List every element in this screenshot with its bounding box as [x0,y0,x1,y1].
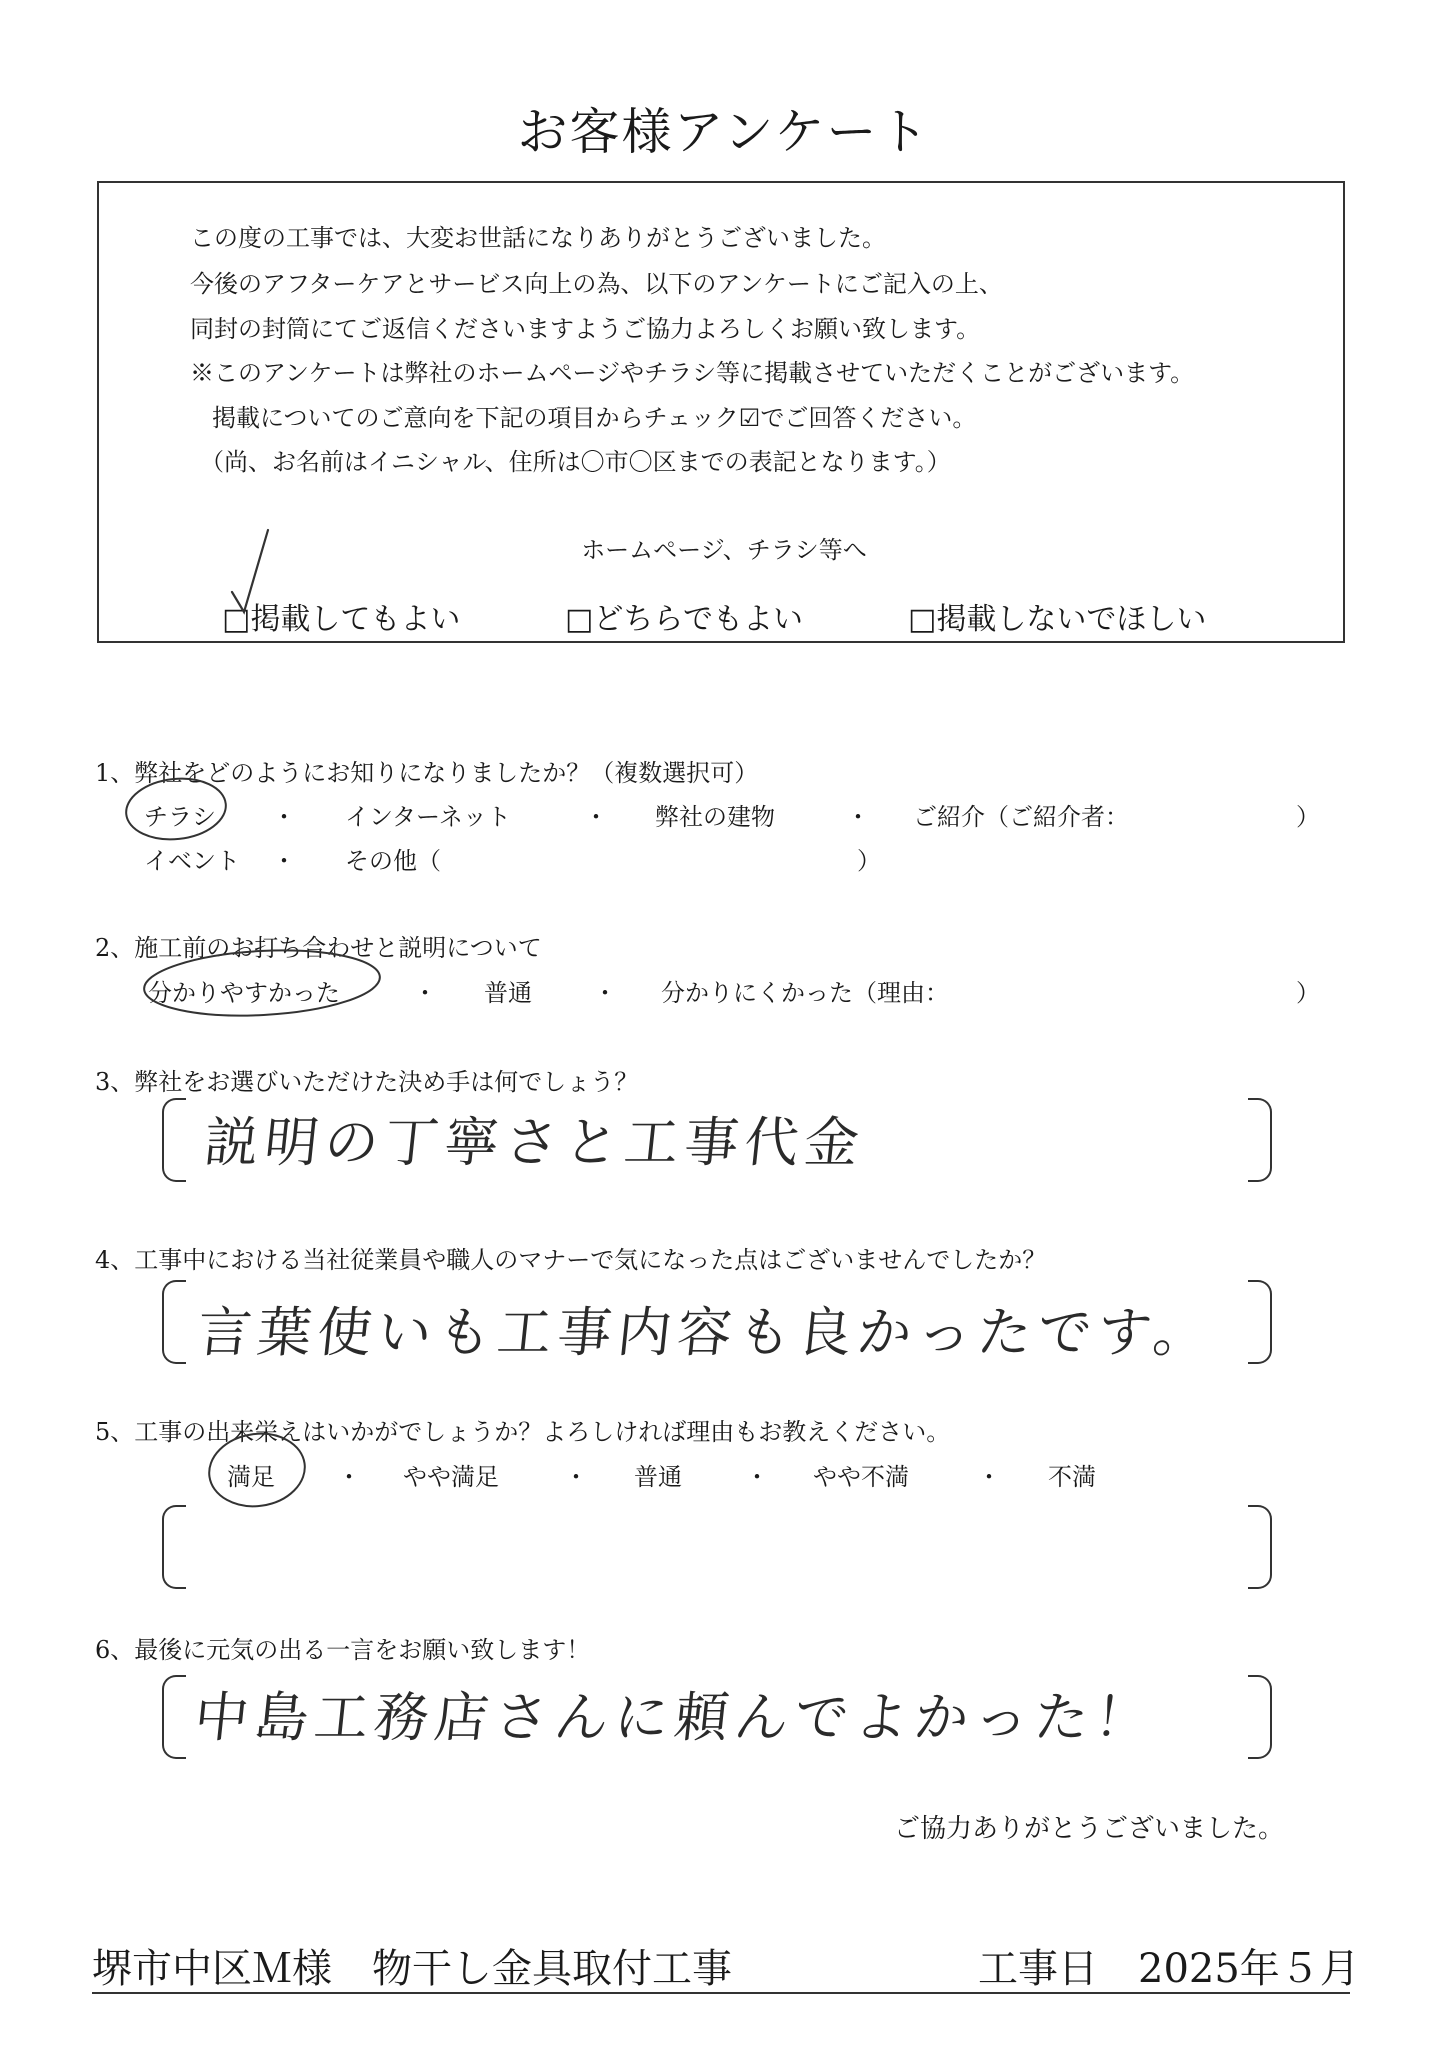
intro-line-3: 同封の封筒にてご返信くださいますようご協力よろしくお願い致します。 [190,315,981,343]
footer-date: 工事日 2025年５月 [978,1946,1360,1992]
publication-heading: ホームページ、チラシ等へ [581,536,867,564]
answer-bracket-right [1248,1505,1272,1589]
q4-answer-handwritten[interactable]: 言葉使いも工事内容も良かったです。 [194,1301,1217,1364]
question-6: 6、最後に元気の出る一言をお願い致します！ [95,1636,591,1664]
publication-option-either[interactable]: □どちらでもよい [565,602,804,637]
answer-bracket-right [1248,1280,1272,1364]
footer-divider [92,1992,1350,1994]
intro-line-4: ※このアンケートは弊社のホームページやチラシ等に掲載させていただくことがございます。 [190,359,1195,387]
answer-bracket-right [1248,1098,1272,1182]
question-3: 3、弊社をお選びいただけた決め手は何でしょう？ [95,1068,639,1096]
q1-separator: ・ [584,803,608,831]
q5-separator: ・ [564,1463,588,1491]
q1-referral-close: ） [1296,803,1320,831]
question-4: 4、工事中における当社従業員や職人のマナーで気になった点はございませんでしたか？ [95,1246,1047,1274]
q5-separator: ・ [745,1463,769,1491]
intro-line-2: 今後のアフターケアとサービス向上の為、以下のアンケートにご記入の上、 [190,270,1003,298]
q2-option-unclear[interactable]: 分かりにくかった（理由： [661,979,949,1007]
q5-option-normal[interactable]: 普通 [634,1463,682,1491]
q1-separator: ・ [272,847,296,875]
answer-bracket-left [162,1098,186,1182]
q1-other-close: ） [857,847,881,875]
q2-reason-close: ） [1296,979,1320,1007]
question-5: 5、工事の出来栄えはいかがでしょうか？よろしければ理由もお教えください。 [95,1418,951,1446]
q1-option-other[interactable]: その他（ [345,847,441,875]
q2-separator: ・ [593,979,617,1007]
q5-separator: ・ [337,1463,361,1491]
intro-line-5: 掲載についてのご意向を下記の項目からチェック☑でご回答ください。 [212,404,977,432]
q1-option-flyer[interactable]: チラシ [144,803,216,831]
q5-option-somewhat-satisfied[interactable]: やや満足 [403,1463,499,1491]
question-1: 1、弊社をどのようにお知りになりましたか？（複数選択可） [95,759,759,787]
intro-line-1: この度の工事では、大変お世話になりありがとうございました。 [190,224,886,252]
answer-bracket-left [162,1280,186,1364]
publication-option-deny[interactable]: □掲載しないでほしい [908,602,1207,637]
answer-bracket-right [1248,1675,1272,1759]
intro-line-6: （尚、お名前はイニシャル、住所は〇市〇区までの表記となります。） [200,448,951,476]
closing-thanks: ご協力ありがとうございました。 [894,1814,1285,1844]
q6-answer-handwritten[interactable]: 中島工務店さんに頼んでよかった！ [191,1686,1158,1749]
q1-option-event[interactable]: イベント [144,847,240,875]
q1-separator: ・ [846,803,870,831]
q5-option-somewhat-dissatisfied[interactable]: やや不満 [813,1463,909,1491]
publication-option-allow[interactable]: □掲載してもよい [222,602,461,637]
question-2: 2、施工前のお打ち合わせと説明について [95,934,542,962]
page-title: お客様アンケート [517,103,931,161]
q1-separator: ・ [272,803,296,831]
q2-option-clear[interactable]: 分かりやすかった [148,979,340,1007]
q1-option-internet[interactable]: インターネット [345,803,511,831]
q3-answer-handwritten[interactable]: 説明の丁寧さと工事代金 [201,1111,868,1174]
footer-project: 堺市中区Ｍ様 物干し金具取付工事 [92,1946,732,1992]
answer-bracket-left [162,1675,186,1759]
q1-option-referral[interactable]: ご紹介（ご紹介者： [913,803,1129,831]
q5-option-satisfied[interactable]: 満足 [227,1463,275,1491]
q1-option-building[interactable]: 弊社の建物 [655,803,775,831]
q5-option-dissatisfied[interactable]: 不満 [1048,1463,1096,1491]
answer-bracket-left [162,1505,186,1589]
q2-option-normal[interactable]: 普通 [484,979,532,1007]
q2-separator: ・ [413,979,437,1007]
q5-separator: ・ [977,1463,1001,1491]
